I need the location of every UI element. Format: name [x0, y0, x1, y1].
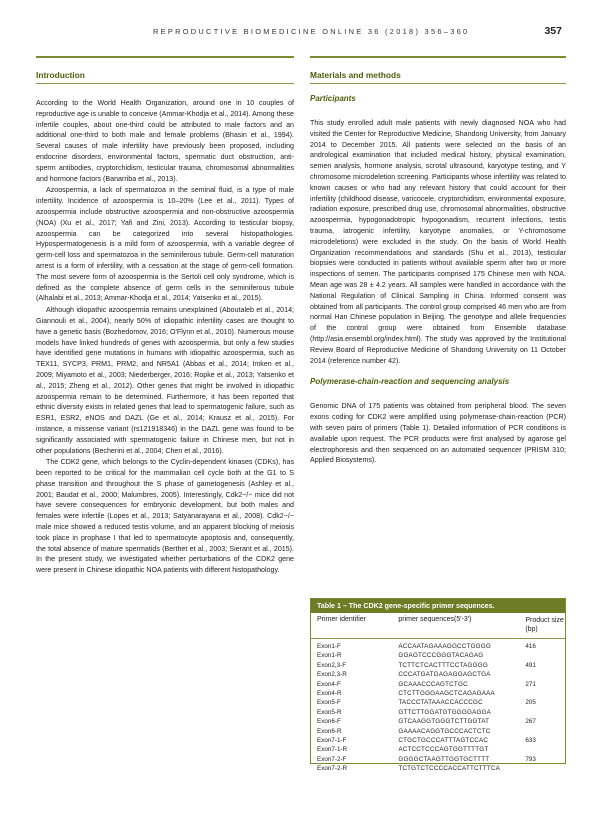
page-number: 357 [544, 25, 562, 37]
table-cell: 205 [525, 699, 536, 707]
table-cell [525, 727, 565, 736]
table-cell [525, 745, 565, 754]
table-header-row [311, 613, 565, 639]
table-cell: GTCAAGGTGGGTCTTGGTAT [398, 718, 490, 726]
table-cell: 267 [525, 718, 536, 726]
table-cell: GTTCTTGGATGTGGGGAGGA [398, 708, 492, 716]
participants-subheading: Participants [310, 94, 356, 103]
table-cell: 271 [525, 680, 536, 688]
table-row [311, 745, 565, 754]
table-row [311, 689, 565, 698]
table-cell: CCCATGATGAGAGGAGCTGA [398, 671, 491, 679]
pcr-subheading: Polymerase-chain-reaction and sequencing analysis [310, 377, 510, 387]
table-cell: Exon7-2-R [317, 765, 348, 773]
table-body [311, 639, 565, 773]
table-row [311, 764, 565, 773]
table-cell: TACCCTATAAACCACCCGC [398, 699, 483, 707]
table-row [311, 727, 565, 736]
table-cell: Exon4-F [317, 680, 341, 688]
table-row [311, 670, 565, 679]
table-cell: Exon7-2-F [317, 755, 347, 763]
table-row [311, 651, 565, 660]
table-cell: 633 [525, 736, 536, 744]
table-cell: Exon7-1-R [317, 746, 348, 754]
intro-paragraph-1: According to the World Health Organization, around one in 10 couples of reproductive age is unable to conceive (Ammar-Khodja et al., 2014). Among these infertile couples, about one-third could be attributed to male factors and an additional one-third to both male and female problems (Bhasin et al., 1994). Several causes of male infertility have previously been proposed, including endocrine disorders, environmental factors, spermatic duct obstruction, anti-sperm antibodies, cryptorchidism, testicular trauma, chromosomal abnormalities and hormone factors (Banarriba et al., 2013). [36, 99, 294, 183]
introduction-title: Introduction [36, 70, 85, 80]
pcr-paragraph: Genomic DNA of 175 patients was obtained from peripheral blood. The seven exons coding for CDK2 were amplified using polymerase-chain-reaction (PCR) with seven pairs of primers (Table 1). Detailed information of PCR conditions is available upon request. The PCR products were first analysed by agarose gel electrophoresis and then sequenced on an automated sequencer (PRISM 310; Applied Biosystems). [310, 402, 566, 465]
table-row [311, 736, 565, 745]
table-cell: GGGGCTAAGTTGGTGCTTTT [398, 755, 490, 763]
table-cell: 416 [525, 643, 536, 650]
table-row [311, 755, 565, 764]
intro-paragraph-2: Azoospermia, a lack of spermatozoa in the seminal fluid, is a type of male infertility. Incidence of azoospermia is 10–20% (Lee et al., 2011). Types of azoospermia include obstructive azoospermia and non-obstructive azoospermia (NOA) (Xu et al., 2017; Yafi and Zini, 2013). According to testicular biopsy, azoospermia can be categorized into several histopathologies. Hypospermatogenesis is a mild form of azoospermia, with a variable degree of germ-cell loss and spermatozoa in the seminiferous tubule. Germ-cell maturation arrest is a form of infertility, with a cessation at the stage of germ-cell formation. The most severe form of azoospermia is the Sertoli cell only syndrome, which is defined as the complete absence of germ cells in the seminiferous tubule (Alhalabi et al., 2013; Ammar-Khodja et al., 2014; Yatsenko et al., 2015). [36, 186, 294, 303]
table-row [311, 661, 565, 670]
methods-title: Materials and methods [310, 70, 401, 80]
running-title: REPRODUCTIVE BIOMEDICINE ONLINE 36 (2018) 356–360 [153, 27, 470, 36]
table-header-cell: Product size (bp) [525, 617, 564, 633]
table-cell: Exon6-R [317, 727, 342, 735]
table-cell: GAAAACAGGTGCCCACTCTC [398, 727, 491, 735]
table-cell [525, 689, 565, 698]
table-row [311, 698, 565, 707]
table-cell: Exon5-R [317, 708, 342, 716]
table-cell: Exon1-R [317, 652, 342, 660]
table-cell: Exon2,3-F [317, 661, 347, 669]
table-cell: Exon7-1-F [317, 736, 347, 744]
table-row [311, 708, 565, 717]
primer-table [310, 598, 566, 773]
table-cell: 793 [525, 755, 536, 763]
table-row [311, 717, 565, 726]
table-cell: TCTTCTCACTTTCCTAGGGG [398, 661, 488, 669]
table-caption: Table 1 – The CDK2 gene-specific primer sequences. [311, 599, 565, 613]
table-cell: GCAAACCCAGTCTGC [398, 680, 468, 688]
table-cell: 491 [525, 661, 536, 669]
participants-paragraph: This study enrolled adult male patients with newly diagnosed NOA who had visited the Center for Reproductive Medicine, Shandong University, from January 2014 to December 2015. All patients were selected on the basis of an andrological examination that included medical history, physical examination, semen analysis, hormone analysis, scrotal ultrasound, karyotype testing, and Y chromosome microdeletion screening. Participants whose infertility was related to known causes or who had any relevant history that could account for their infertility (childhood disease, varicocele, cryptorchidism, environmental exposure, radiation exposure, prescribed drug use, chromosomal abnormalities, obstructive azoospermia, hypogonadotropic hypogonadism, recurrent infections, testis trauma, iatrogenic infertility, karyotype anomalies, or Y-chromosome microdeletions) were excluded in the study. On the basis of World Health Organization recommendations and standards (Shu et al., 2013), testicular biopsies were conducted in patients without available sperm after two or more inspections of semen. The participants comprised 175 Chinese men with NOA. Mean age was 28 ± 4.2 years. All samples were handled in accordance with the National Regulation of Clinical Sampling in China. Informed consent was obtained from all participants. The control group comprised 46 men who are from normal Han Chinese population in Beijing. The genotype and allele frequencies of the control group were obtained from Ensemble database (http://asia.ensembl.org/index.html). The study was approved by the Institutional Review Board of Reproductive Medicine of Shandong University on 11 October 2014 (reference number 42). [310, 119, 566, 365]
table-cell: ACTCCTCCCAGTGGTTTTGT [398, 746, 489, 754]
running-header [36, 27, 562, 41]
table-row [311, 642, 565, 651]
left-column [36, 56, 294, 576]
intro-paragraph-3: Although idiopathic azoospermia remains unexplained (Aboutaleb et al., 2014; Giannouli et al., 2004), nearly 50% of idiopathic infertility cases are thought to have a genetic basis (Bozhedomov, 2016; O'Flynn et al., 2010). Numerous mouse models have linked hundreds of genes with azoospermia, but only a few studies have identified gene mutations in humans with idiopathic azoospermia, such as TEX11, SYCP3, PRM1, PRM2, and NR5A1 (Abbas et al., 2014; Imken et al., 2009; Miyamoto et al., 2003; Niederberger, 2016; Ropke et al., 2013; Yatsenko et al., 2015; Zheng et al., 2012). Other genes that might be involved in idiopathic azoospermia remain to be determined. Furthermore, it has been reported that ethnic diversity exists in related genes that lead to spermatogenic failure, such as ESR1, ESR2, eNOS and DAZL (Ge et al., 2014; Krausz et al., 2015). For instance, a missense variant (rs121918346) in the DAZL gene was found to be significantly associated with spermatogenic failure in Chinese men, but not in other populations (Becherini et al., 2004; Chen et al., 2016). [36, 306, 294, 455]
table-cell: Exon2,3-R [317, 671, 347, 679]
table-cell [525, 670, 565, 679]
table-header-cell: primer sequences(5′-3′) [398, 616, 472, 623]
table-row [311, 680, 565, 689]
intro-paragraph-4: The CDK2 gene, which belongs to the Cyclin-dependent kinases (CDKs), has been reported to be critical for the mammalian cell cycle both at the G1 to S phase transition and throughout the S phase of gametogenesis (Ashley et al., 2001; Baudat et al., 2000; Malumbres, 2005). Interestingly, Cdk2−/− mice did not have severe consequences for embryonic development, but both males and females were infertile (Lopes et al., 2013; Satyanarayana et al., 2008). Cdk2−/− male mice showed a reduced testis volume, and an apparent blocking of meiosis took place in prophase I that led to spermatocyte apoptosis and, consequently, the total absence of mature spermatids (Berthet et al., 2003; Sierant et al., 2015). In the present study, we investigated whether perturbations of the CDK2 gene were present in Chinese idiopathic NOA patients with different histopathology. [36, 458, 294, 575]
table-cell: Exon6-F [317, 718, 341, 726]
table-cell: Exon5-F [317, 699, 341, 707]
table-cell: GGAGTCCCGGGTACAGAG [398, 652, 484, 660]
table-cell: ACCAATAGAAAGGCCTGGGG [398, 643, 491, 650]
table-header-cell: Primer identifier [317, 616, 367, 623]
table-cell: CTCTTGGGAAGCTCAGAGAAA [398, 689, 495, 697]
table-cell [525, 764, 565, 773]
methods-heading-bar [310, 56, 566, 84]
table-cell: Exon1-F [317, 643, 341, 650]
table-cell: CTGCTGCCCATTTAGTCCAC [398, 736, 489, 744]
right-column [310, 56, 566, 466]
table-cell: TCTGTCTCCCCACCATTCTTTCA [398, 765, 501, 773]
table-cell: Exon4-R [317, 689, 342, 697]
introduction-heading-bar [36, 56, 294, 84]
table-cell [525, 708, 565, 717]
table-cell [525, 651, 565, 660]
